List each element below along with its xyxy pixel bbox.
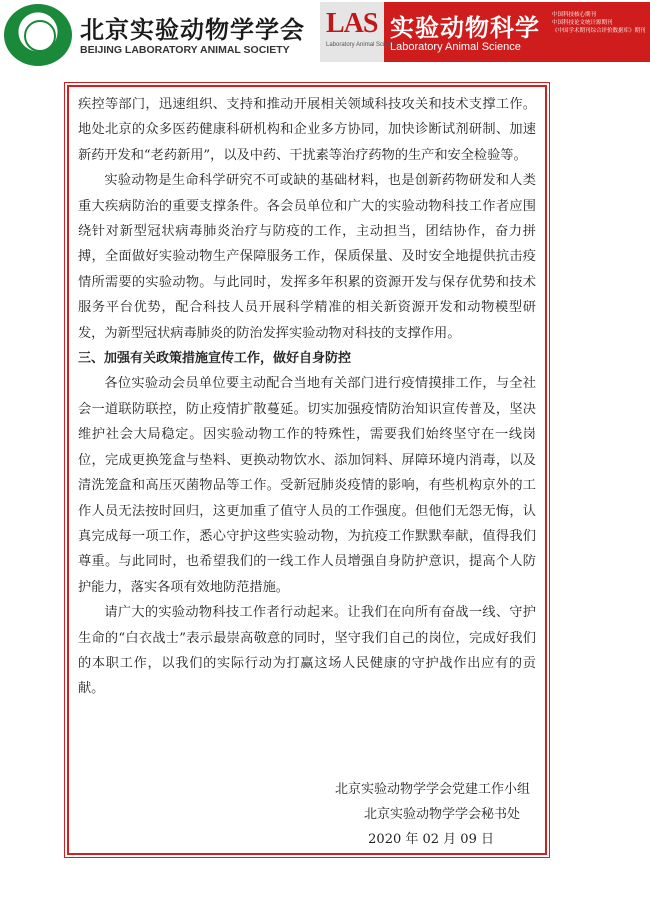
journal-note: 中国科技论文统计源期刊 [552, 20, 613, 26]
paragraph: 实验动物是生命科学研究不可或缺的基础材料，也是创新药物研发和人类重大疾病防治的重要支撑条件。各会员单位和广大的实验动物科技工作者应围绕针对新型冠状病毒肺炎治疗与防疫的工作，主动担当，团结协作，奋力拼搏，全面做好实验动物生产保障服务工作，保质保量、及时安全地提供抗击疫情所需要的实验动物。与此同时，发挥多年积累的资源开发与保存优势和技术服务平台优势，配合科技人员开展科学精准的相关新资源开发和动物模型研发，为新型冠状病毒肺炎的防治发挥实验动物对科技的支撑作用。 [78, 173, 536, 341]
letter-body [78, 92, 536, 702]
signature-org2: 北京实验动物学学会秘书处 [363, 807, 520, 822]
journal-notes [552, 11, 646, 35]
society-name-en: BEIJING LABORATORY ANIMAL SOCIETY [80, 44, 290, 56]
journal-note: 中国科技核心期刊 [552, 12, 597, 18]
paragraph: 各位实验动会员单位要主动配合当地有关部门进行疫情摸排工作，与全社会一道联防联控，防止疫情扩散蔓延。切实加强疫情防治知识宣传普及，坚决维护社会大局稳定。因实验动物工作的特殊性，需要我们始终坚守在一线岗位，完成更换笼盒与垫料、更换动物饮水、添加饲料、屏障环境内消毒，以及清洗笼盒和高压灭菌物品等工作。受新冠肺炎疫情的影响，有些机构京外的工作人员无法按时回归，这更加重了值守人员的工作强度。但他们无怨无悔，认真完成每一项工作，悉心守护这些实验动物，为抗疫工作默默奉献，值得我们尊重。与此同时，也希望我们的一线工作人员增强自身防护意识，提高个人防护能力，落实各项有效地防范措施。 [78, 376, 536, 595]
journal-note: 《中国学术期刊综合评价数据库》期刊 [552, 28, 646, 34]
society-logo [4, 4, 72, 66]
section-heading: 三、加强有关政策措施宣传工作，做好自身防控 [78, 351, 352, 367]
journal-abbr: LAS [326, 8, 378, 39]
journal-title-en: Laboratory Animal Science [390, 41, 521, 53]
paragraph: 请广大的实验动物科技工作者行动起来。让我们在向所有奋战一线、守护生命的“白衣战士”表示最崇高敬意的同时，坚守我们自己的岗位，完成好我们的本职工作，以我们的实际行动为打赢这场人民健康的守护战作出应有的贡献。 [78, 605, 536, 697]
society-name-cn: 北京实验动物学学会 [80, 16, 305, 44]
journal-title-cn: 实验动物科学 [390, 14, 540, 42]
page-header [0, 0, 650, 72]
signature-date: 2020 年 02 月 09 日 [368, 832, 494, 847]
signature-org1: 北京实验动物学学会党建工作小组 [334, 782, 530, 797]
paragraph: 疾控等部门，迅速组织、支持和推动开展相关领域科技攻关和技术支撑工作。地处北京的众多医药健康科研机构和企业多方协同，加快诊断试剂研制、加速新药开发和“老药新用”，以及中药、干扰素等治疗药物的生产和安全检验等。 [78, 97, 536, 163]
journal-abbr-sub: Laboratory Animal Science [326, 42, 398, 48]
journal-banner [320, 2, 650, 62]
